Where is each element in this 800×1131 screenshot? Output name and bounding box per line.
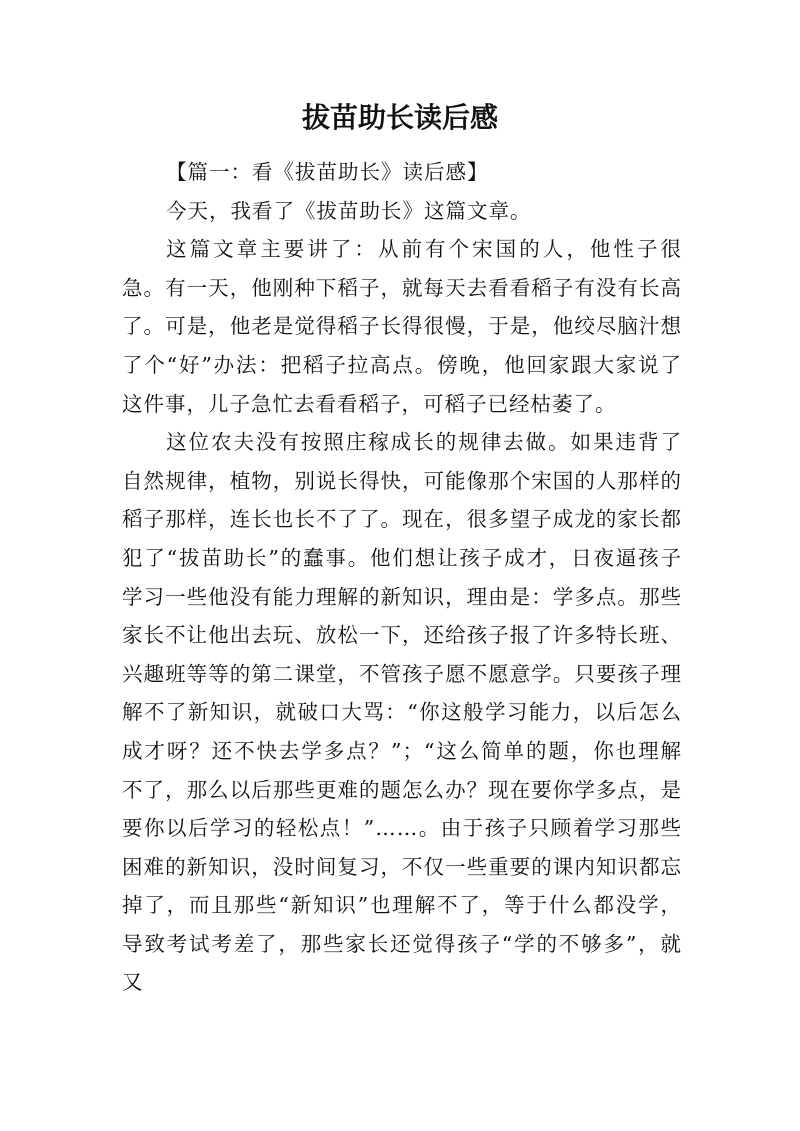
article-body [122,153,682,1002]
paragraph-intro: 今天，我看了《拔苗助长》这篇文章。 [166,198,532,223]
paragraph-reflection: 这位农夫没有按照庄稼成长的规律去做。如果违背了自然规律，植物，别说长得快，可能像那个宋国的人那样的稻子那样，连长也长不了了。现在，很多望子成龙的家长都犯了“拔苗助长”的蠢事。他们想让孩子成才，日夜逼孩子学习一些他没有能力理解的新知识，理由是：学多点。那些家长不让他出去玩、放松一下，还给孩子报了许多特长班、兴趣班等等的第二课堂，不管孩子愿不愿意学。只要孩子理解不了新知识，就破口大骂：“你这般学习能力，以后怎么成才呀？还不快去学多点？”；“这么简单的题，你也理解不了，那么以后那些更难的题怎么办？现在要你学多点，是要你以后学习的轻松点！”……。由于孩子只顾着学习那些困难的新知识，没时间复习，不仅一些重要的课内知识都忘掉了，而且那些“新知识”也理解不了，等于什么都没学，导致考试考差了，那些家长还觉得孩子“学的不够多”，就又 [122,430,682,995]
page-title: 拔苗助长读后感 [301,101,498,134]
section-heading: 【篇一：看《拔苗助长》读后感】 [166,160,489,184]
paragraph-story-summary: 这篇文章主要讲了：从前有个宋国的人，他性子很急。有一天，他刚种下稻子，就每天去看看稻子有没有长高了。可是，他老是觉得稻子长得很慢，于是，他绞尽脑汁想了个“好”办法：把稻子拉高点。傍晚，他回家跟大家说了这件事，儿子急忙去看看稻子，可稻子已经枯萎了。 [122,237,682,416]
